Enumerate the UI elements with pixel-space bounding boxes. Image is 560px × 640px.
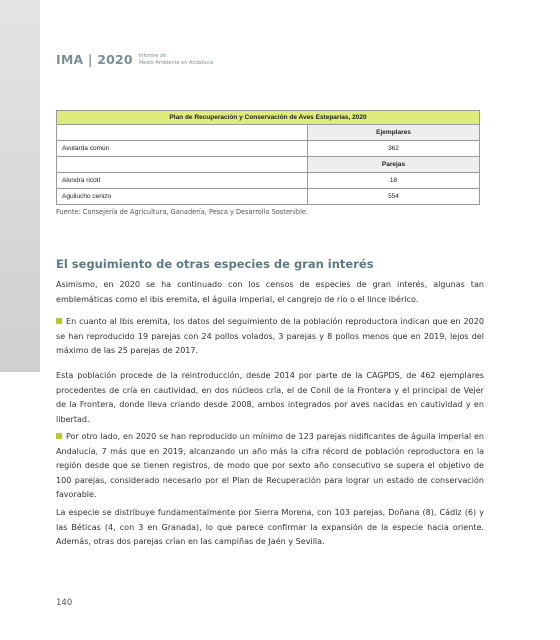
bullet-square-icon bbox=[56, 318, 62, 324]
table-header-parejas: Parejas bbox=[308, 157, 480, 173]
table-empty-cell bbox=[57, 125, 308, 141]
table-header-row bbox=[57, 125, 480, 141]
table-title: Plan de Recuperación y Conservación de Aves Esteparias, 2020 bbox=[57, 111, 480, 125]
logo-subtitle bbox=[139, 53, 214, 67]
table-row bbox=[57, 189, 480, 205]
paragraph-2-text: En cuanto al Ibis eremita, los datos del seguimiento de la población reproductora indican que en 2020 se han reproducido 19 parejas con 24 pollos volados, 3 parejas y 8 pollos menos que en 2019, lejos del máximo de las 25 parejas de 2017. bbox=[56, 317, 484, 356]
paragraph-3: Esta población procede de la reintroducción, desde 2014 por parte de la CAGPDS, de 462 ejemplares procedentes de cría en cautividad, en dos núcleos cría, el de Conil de la Frontera y el principal de Vejer de la Frontera, donde lleva criando desde 2008, ambos integrados por aves nacidas en cautividad y en libertad. bbox=[56, 371, 484, 424]
paragraph-4 bbox=[56, 430, 484, 503]
table-title-row bbox=[57, 111, 480, 125]
paragraph-2 bbox=[56, 315, 484, 359]
section-heading: El seguimiento de otras especies de gran interés bbox=[56, 257, 374, 271]
bullet-square-icon bbox=[56, 433, 62, 439]
table-header-row bbox=[57, 157, 480, 173]
table-cell-species: Avutarda común bbox=[57, 141, 308, 157]
table-source-note: Fuente: Consejería de Agricultura, Ganadería, Pesca y Desarrollo Sostenible. bbox=[56, 208, 309, 216]
species-table bbox=[56, 110, 480, 205]
logo-text: IMA | 2020 bbox=[56, 52, 133, 67]
report-logo bbox=[56, 52, 214, 67]
page-number: 140 bbox=[56, 598, 73, 608]
table-row bbox=[57, 173, 480, 189]
table-cell-species: Aguilucho cenizo bbox=[57, 189, 308, 205]
table-header-ejemplares: Ejemplares bbox=[308, 125, 480, 141]
logo-subtitle-line1: Informe de bbox=[138, 52, 167, 59]
table-empty-cell bbox=[57, 157, 308, 173]
sidebar-band bbox=[0, 0, 40, 372]
table-row bbox=[57, 141, 480, 157]
paragraph-1: Asimismo, en 2020 se ha continuado con los censos de especies de gran interés, algunas tan emblemáticas como el ibis eremita, el águila imperial, el cangrejo de río o el lince ibérico. bbox=[56, 280, 484, 304]
table-cell-value: 554 bbox=[308, 189, 480, 205]
paragraph-4-text: Por otro lado, en 2020 se han reproducido un mínimo de 123 parejas nidificantes de águila imperial en Andalucía, 7 más que en 2019, alcanzando un año más la cifra récord de población reproductora en la región desde que se tienen registros, de modo que por sexto año consecutivo se supera el objetivo de 100 parejas, considerado necesario por el Plan de Recuperación para lograr un estado de conservación favorable. bbox=[56, 432, 484, 500]
logo-subtitle-line2: Medio Ambiente en Andalucía bbox=[138, 59, 214, 66]
table-cell-value: 18 bbox=[308, 173, 480, 189]
paragraph-5: La especie se distribuye fundamentalmente por Sierra Morena, con 103 parejas, Doñana (8), Cádiz (6) y las Béticas (4, con 3 en Granada), lo que parece confirmar la expansión de la especie hacia oriente. Además, otras dos parejas crían en las campiñas de Jaén y Sevilla. bbox=[56, 508, 484, 547]
table-cell-species: Alondra ricotí bbox=[57, 173, 308, 189]
table-cell-value: 362 bbox=[308, 141, 480, 157]
